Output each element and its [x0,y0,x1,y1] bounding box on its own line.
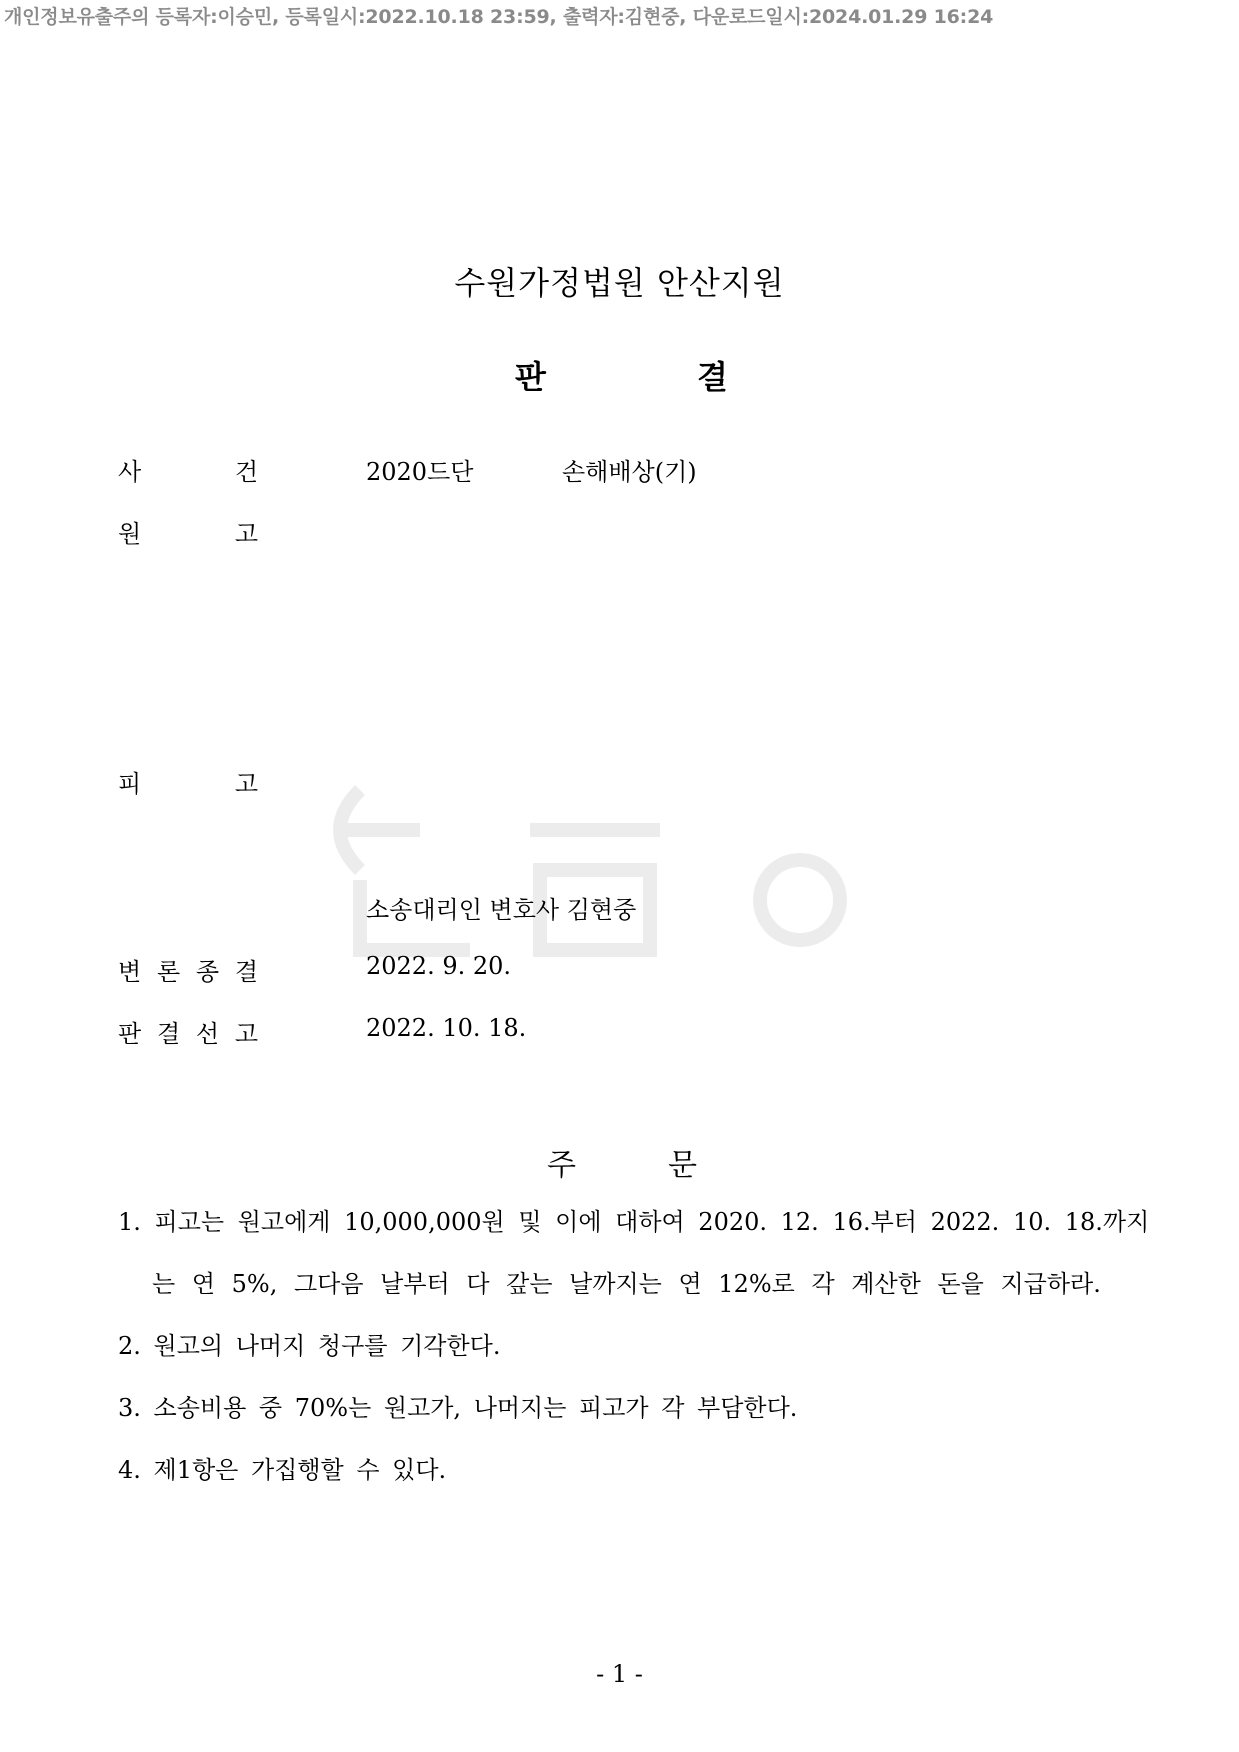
case-label: 사 건 [118,458,258,486]
doc-type-char-1: 판 [515,358,546,396]
order-item-3: 3. 소송비용 중 70%는 원고가, 나머지는 피고가 각 부담한다. [118,1394,798,1422]
order-item-4: 4. 제1항은 가집행할 수 있다. [118,1456,447,1484]
court-watermark [320,770,880,970]
order-item-1: 1. 피고는 원고에게 10,000,000원 및 이에 대하여 2020. 12. 16.부터 2022. 10. 18.까지 [118,1208,1150,1236]
defendant-label: 피 고 [118,770,258,798]
page-number: - 1 - [596,1660,643,1688]
order-heading-char-2: 문 [668,1148,697,1183]
verdict-label: 판 결 선 고 [118,1020,258,1048]
closing-label: 변 론 종 결 [118,958,258,986]
verdict-date: 2022. 10. 18. [366,1014,527,1042]
case-number: 2020드단 [366,458,474,486]
privacy-notice-header: 개인정보유출주의 등록자:이승민, 등록일시:2022.10.18 23:59, 출력자:김현중, 다운로드일시:2024.01.29 16:24 [4,6,994,28]
doc-type-char-2: 결 [697,358,728,396]
order-heading-char-1: 주 [547,1148,576,1183]
order-item-1-continued: 는 연 5%, 그다음 날부터 다 갚는 날까지는 연 12%로 각 계산한 돈을 지급하라. [152,1270,1101,1298]
order-item-2: 2. 원고의 나머지 청구를 기각한다. [118,1332,501,1360]
case-title: 손해배상(기) [562,458,697,486]
closing-date: 2022. 9. 20. [366,952,512,980]
court-name: 수원가정법원 안산지원 [454,264,785,302]
plaintiff-label: 원 고 [118,520,258,548]
defendant-counsel: 소송대리인 변호사 김현중 [366,896,637,924]
